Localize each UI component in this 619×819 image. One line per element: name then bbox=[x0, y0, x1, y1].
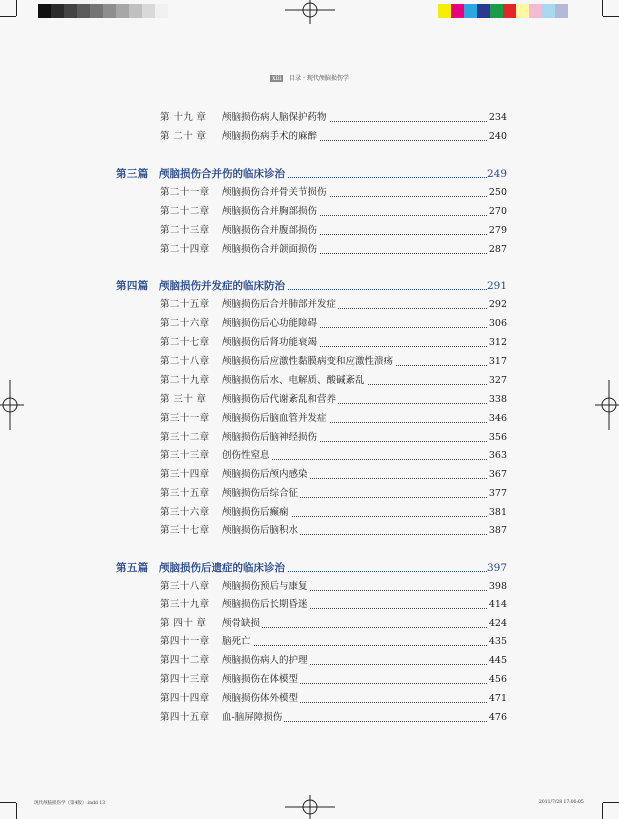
chapter-title: 颅脑损伤预后与康复 bbox=[222, 581, 308, 592]
chapter-title: 颅脑损伤病手术的麻醉 bbox=[222, 131, 318, 142]
toc-chapter-entry[interactable] bbox=[0, 506, 619, 520]
page-number: 249 bbox=[487, 168, 508, 180]
chapter-number: 第二十六章 bbox=[160, 318, 210, 329]
chapter-number: 第 二十 章 bbox=[160, 131, 207, 142]
gray-swatch bbox=[142, 4, 155, 18]
page-number: 363 bbox=[488, 450, 507, 461]
chapter-number: 第三十六章 bbox=[160, 507, 210, 518]
page-number: 471 bbox=[488, 693, 507, 704]
toc-chapter-entry[interactable] bbox=[0, 692, 619, 706]
color-swatch bbox=[464, 4, 477, 18]
color-swatch bbox=[516, 4, 529, 18]
toc-chapter-entry[interactable] bbox=[0, 487, 619, 501]
page-number: 445 bbox=[488, 655, 507, 666]
toc-chapter-entry[interactable] bbox=[0, 673, 619, 687]
chapter-title: 颅脑损伤合并颌面损伤 bbox=[222, 244, 318, 255]
toc-chapter-entry[interactable] bbox=[0, 449, 619, 463]
gray-swatch bbox=[129, 4, 142, 18]
gray-swatch bbox=[38, 4, 51, 18]
chapter-number: 第二十三章 bbox=[160, 225, 210, 236]
chapter-title: 颅脑损伤合并腹部损伤 bbox=[222, 225, 318, 236]
page-number: 240 bbox=[488, 131, 507, 142]
color-swatch bbox=[477, 4, 490, 18]
chapter-title: 颅脑损伤在体模型 bbox=[222, 674, 299, 685]
page-number: 270 bbox=[488, 206, 507, 217]
process-color-bar bbox=[438, 4, 568, 18]
toc-chapter-entry[interactable] bbox=[0, 711, 619, 725]
chapter-number: 第三十四章 bbox=[160, 469, 210, 480]
chapter-number: 第四十五章 bbox=[160, 712, 210, 723]
toc-part-entry[interactable] bbox=[0, 167, 619, 181]
toc-chapter-entry[interactable] bbox=[0, 317, 619, 331]
chapter-title: 血-脑屏障损伤 bbox=[222, 712, 283, 723]
color-swatch bbox=[555, 4, 568, 18]
page-number: 435 bbox=[488, 636, 507, 647]
grayscale-color-bar bbox=[38, 4, 168, 18]
color-swatch bbox=[503, 4, 516, 18]
page-number: 381 bbox=[488, 507, 507, 518]
chapter-title: 颅脑损伤后脑血管并发症 bbox=[222, 413, 327, 424]
part-number: 第四篇 bbox=[116, 280, 149, 292]
page-number-label: xiii bbox=[272, 75, 282, 82]
chapter-title: 颅脑损伤后脑积水 bbox=[222, 525, 299, 536]
chapter-number: 第 四十 章 bbox=[160, 618, 207, 629]
chapter-title: 颅脑损伤体外模型 bbox=[222, 693, 299, 704]
part-number: 第五篇 bbox=[116, 562, 149, 574]
page-number: 387 bbox=[488, 525, 507, 536]
toc-chapter-entry[interactable] bbox=[0, 298, 619, 312]
toc-chapter-entry[interactable] bbox=[0, 374, 619, 388]
chapter-number: 第三十八章 bbox=[160, 581, 210, 592]
color-swatch bbox=[438, 4, 451, 18]
chapter-number: 第二十九章 bbox=[160, 375, 210, 386]
toc-part-entry[interactable] bbox=[0, 561, 619, 575]
chapter-title: 颅脑损伤后脑神经损伤 bbox=[222, 432, 318, 443]
chapter-title: 颅脑损伤后应激性黏膜病变和应激性溃疡 bbox=[222, 356, 394, 367]
page-number: 317 bbox=[488, 356, 507, 367]
toc-chapter-entry[interactable] bbox=[0, 205, 619, 219]
chapter-title: 颅脑损伤后水、电解质、酸碱紊乱 bbox=[222, 375, 365, 386]
gray-swatch bbox=[51, 4, 64, 18]
chapter-number: 第二十四章 bbox=[160, 244, 210, 255]
chapter-number: 第三十五章 bbox=[160, 488, 210, 499]
page-number: 306 bbox=[488, 318, 507, 329]
toc-chapter-entry[interactable] bbox=[0, 431, 619, 445]
chapter-title: 颅脑损伤后肾功能衰竭 bbox=[222, 337, 318, 348]
toc-chapter-entry[interactable] bbox=[0, 111, 619, 125]
gray-swatch bbox=[64, 4, 77, 18]
chapter-number: 第三十三章 bbox=[160, 450, 210, 461]
chapter-title: 颅脑损伤病人脑保护药物 bbox=[222, 112, 327, 123]
gray-swatch bbox=[77, 4, 90, 18]
file-slug: 现代颅脑损伤学（第4版）.indd 13 bbox=[34, 801, 106, 806]
toc-chapter-entry[interactable] bbox=[0, 598, 619, 612]
toc-chapter-entry[interactable] bbox=[0, 654, 619, 668]
registration-mark-bottom bbox=[285, 795, 335, 819]
running-header bbox=[0, 73, 619, 82]
page-number: 397 bbox=[487, 562, 508, 574]
gray-swatch bbox=[103, 4, 116, 18]
chapter-number: 第二十二章 bbox=[160, 206, 210, 217]
chapter-number: 第四十四章 bbox=[160, 693, 210, 704]
chapter-number: 第四十二章 bbox=[160, 655, 210, 666]
color-swatch bbox=[490, 4, 503, 18]
chapter-number: 第 三十 章 bbox=[160, 394, 207, 405]
gray-swatch bbox=[90, 4, 103, 18]
page-number: 414 bbox=[488, 599, 507, 610]
toc-chapter-entry[interactable] bbox=[0, 524, 619, 538]
chapter-title: 颅脑损伤合并骨关节损伤 bbox=[222, 187, 327, 198]
page-number: 291 bbox=[487, 280, 508, 292]
page-number: 377 bbox=[488, 488, 507, 499]
chapter-title: 颅脑损伤后颅内感染 bbox=[222, 469, 308, 480]
page-number: 356 bbox=[488, 432, 507, 443]
chapter-title: 颅脑损伤后综合征 bbox=[222, 488, 299, 499]
chapter-title: 颅脑损伤合并胸部损伤 bbox=[222, 206, 318, 217]
toc-chapter-entry[interactable] bbox=[0, 355, 619, 369]
toc-chapter-entry[interactable] bbox=[0, 617, 619, 631]
chapter-title: 颅脑损伤后合并肺部并发症 bbox=[222, 299, 337, 310]
part-title: 颅脑损伤并发症的临床防治 bbox=[159, 280, 285, 292]
chapter-number: 第二十一章 bbox=[160, 187, 210, 198]
chapter-title: 脑死亡 bbox=[222, 636, 251, 647]
page-number: 250 bbox=[488, 187, 507, 198]
page-number: 456 bbox=[488, 674, 507, 685]
chapter-number: 第三十九章 bbox=[160, 599, 210, 610]
chapter-title: 颅脑损伤后代谢紊乱和营养 bbox=[222, 394, 337, 405]
color-swatch bbox=[529, 4, 542, 18]
page-number: 279 bbox=[488, 225, 507, 236]
chapter-title: 颅脑损伤病人的护理 bbox=[222, 655, 308, 666]
toc-chapter-entry[interactable] bbox=[0, 412, 619, 426]
chapter-title: 颅脑损伤后长期昏迷 bbox=[222, 599, 308, 610]
page-number: 338 bbox=[488, 394, 507, 405]
toc-chapter-entry[interactable] bbox=[0, 468, 619, 482]
chapter-number: 第四十三章 bbox=[160, 674, 210, 685]
toc-chapter-entry[interactable] bbox=[0, 130, 619, 144]
toc-chapter-entry[interactable] bbox=[0, 186, 619, 200]
chapter-title: 创伤性窒息 bbox=[222, 450, 270, 461]
chapter-number: 第三十二章 bbox=[160, 432, 210, 443]
chapter-title: 颅脑损伤后心功能障碍 bbox=[222, 318, 318, 329]
page-number: 398 bbox=[488, 581, 507, 592]
running-title: 目录 · 现代颅脑损伤学 bbox=[289, 75, 349, 82]
chapter-number: 第 十九 章 bbox=[160, 112, 207, 123]
chapter-number: 第二十八章 bbox=[160, 356, 210, 367]
toc-chapter-entry[interactable] bbox=[0, 393, 619, 407]
chapter-number: 第二十七章 bbox=[160, 337, 210, 348]
page-number: 292 bbox=[488, 299, 507, 310]
toc-chapter-entry[interactable] bbox=[0, 243, 619, 257]
timestamp-slug: 2011/7/28 17:00:05 bbox=[539, 800, 584, 805]
color-swatch bbox=[542, 4, 555, 18]
page-number: 312 bbox=[488, 337, 507, 348]
chapter-title: 颅脑损伤后癫痫 bbox=[222, 507, 289, 518]
part-title: 颅脑损伤后遗症的临床诊治 bbox=[159, 562, 285, 574]
chapter-number: 第四十一章 bbox=[160, 636, 210, 647]
page-number: 424 bbox=[488, 618, 507, 629]
page-number: 287 bbox=[488, 244, 507, 255]
chapter-number: 第二十五章 bbox=[160, 299, 210, 310]
page-number: 234 bbox=[488, 112, 507, 123]
chapter-title: 颅骨缺损 bbox=[222, 618, 261, 629]
page-number: 476 bbox=[488, 712, 507, 723]
toc-chapter-entry[interactable] bbox=[0, 635, 619, 649]
leader-dots bbox=[222, 645, 487, 646]
toc-chapter-entry[interactable] bbox=[0, 336, 619, 350]
page-number: 346 bbox=[488, 413, 507, 424]
part-number: 第三篇 bbox=[116, 168, 149, 180]
page-number: 327 bbox=[488, 375, 507, 386]
chapter-number: 第三十七章 bbox=[160, 525, 210, 536]
gray-swatch bbox=[155, 4, 168, 18]
toc-chapter-entry[interactable] bbox=[0, 224, 619, 238]
registration-mark-top bbox=[285, 0, 335, 24]
color-swatch bbox=[451, 4, 464, 18]
toc-chapter-entry[interactable] bbox=[0, 580, 619, 594]
gray-swatch bbox=[116, 4, 129, 18]
page-number: 367 bbox=[488, 469, 507, 480]
chapter-number: 第三十一章 bbox=[160, 413, 210, 424]
toc-part-entry[interactable] bbox=[0, 279, 619, 293]
part-title: 颅脑损伤合并伤的临床诊治 bbox=[159, 168, 285, 180]
